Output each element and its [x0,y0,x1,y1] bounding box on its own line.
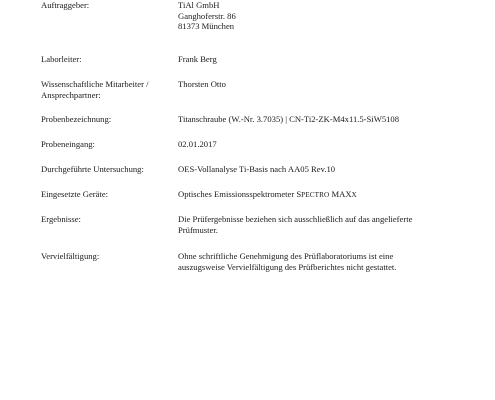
results-value-line-1: Die Prüfergebnisse beziehen sich ausschließlich auf das angelieferte [178,214,413,224]
scientific-staff-label-line-1: Wissenschaftliche Mitarbeiter / [41,79,149,89]
results-label: Ergebnisse: [41,214,81,224]
client-street: Ganghoferstr. 86 [178,10,236,21]
equipment-value-part-b: PECTRO [301,191,330,199]
sample-name-label: Probenbezeichnung: [41,114,112,124]
client-name: TiAl GmbH [178,0,220,10]
client-label: Auftraggeber: [41,0,90,10]
examination-value: OES-Vollanalyse Ti-Basis nach AA05 Rev.10 [178,164,336,174]
results-value-line-2: Prüfmuster. [178,224,218,235]
reproduction-value [178,251,478,272]
client-value [178,0,478,32]
client-city: 81373 München [178,21,235,32]
sample-name-value: Titanschraube (W.-Nr. 3.7035) | CN-Ti2-ZK-M4x11.5-SiW5108 [178,114,400,124]
reproduction-value-line-2: auszugsweise Vervielfältigung des Prüfberichtes nicht gestattet. [178,261,397,272]
equipment-value [178,189,478,201]
scientific-staff-value: Thorsten Otto [178,79,226,89]
lab-head-value: Frank Berg [178,54,217,64]
scientific-staff-label [41,79,171,100]
equipment-value-part-a: Optisches Emissionsspektrometer S [178,189,302,199]
equipment-value-part-d: X [351,191,357,199]
examination-label: Durchgeführte Untersuchung: [41,164,144,174]
reproduction-value-line-1: Ohne schriftliche Genehmigung des Prüflaboratoriums ist eine [178,251,394,261]
equipment-value-part-c: MAX [329,189,352,199]
sample-receipt-value: 02.01.2017 [178,139,217,149]
reproduction-label: Vervielfältigung: [41,251,100,261]
results-value [178,214,478,235]
scientific-staff-label-line-2: Ansprechpartner: [41,89,101,100]
lab-head-label: Laborleiter: [41,54,82,64]
equipment-label: Eingesetzte Geräte: [41,189,109,199]
sample-receipt-label: Probeneingang: [41,139,95,149]
